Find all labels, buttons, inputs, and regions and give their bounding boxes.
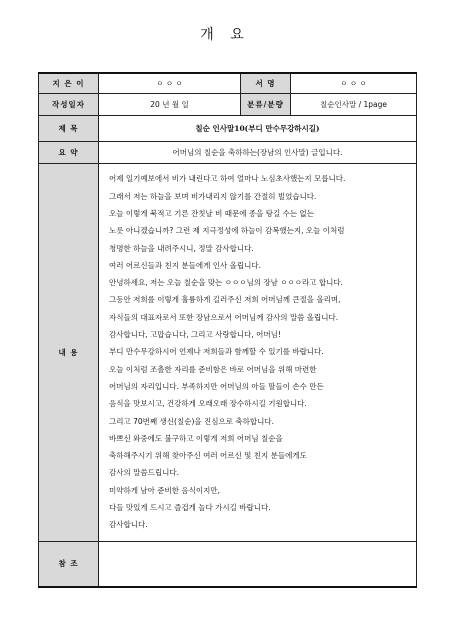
content-line: 바쁘신 와중에도 불구하고 이렇게 저희 어머님 칠순을 — [109, 433, 283, 443]
subject-value: 칠순 인사말10(부디 만수무강하시길) — [99, 115, 417, 141]
content-line: 어제 일기예보에서 비가 내린다고 하여 얼마나 노심초사했는지 모릅니다. — [109, 174, 346, 184]
content-line: 청명한 하늘을 내려주시니, 정말 감사합니다. — [109, 243, 254, 253]
summary-value: 어머님의 칠순을 축하하는(장남의 인사말) 글입니다. — [99, 141, 417, 163]
content-line: 오늘 이처럼 조촐한 자리를 준비함은 바로 어머님을 위해 마련한 — [109, 364, 317, 374]
content-line: 음식을 맛보시고, 건강하게 오래오래 장수하시길 기원합니다. — [109, 399, 307, 409]
reference-value — [99, 541, 417, 587]
date-label: 작성일자 — [39, 93, 99, 115]
content-line: 여러 어르신들과 친지 분들에게 인사 올립니다. — [109, 260, 261, 270]
author-label: 지 은 이 — [39, 73, 99, 93]
overview-form-table — [38, 72, 417, 588]
content-line: 미약하게 남아 준비한 음식이지만, — [109, 485, 220, 495]
author-value: ㅇ ㅇ ㅇ — [99, 73, 241, 93]
date-value: 20 년 월 일 — [99, 93, 241, 115]
content-line: 그동안 저희를 이렇게 훌륭하게 길러주신 저희 어머님께 큰절을 올리며, — [109, 295, 341, 305]
reference-label: 참 조 — [39, 541, 99, 587]
content-line: 자식들의 대표자로서 또한 장남으로서 어머님께 감사의 말씀 올립니다. — [109, 312, 339, 322]
content-line: 노릇 아니겠습니까? 그런 제 지극정성에 하늘이 감복했는지, 오늘 이처럼 — [109, 226, 345, 236]
content-label: 내 용 — [39, 163, 99, 541]
content-line: 감사합니다. — [109, 520, 148, 530]
content-line: 부디 만수무강하시어 언제나 저희들과 함께할 수 있기를 바랍니다. — [109, 347, 324, 357]
signature-value: ㅇ ㅇ ㅇ — [291, 73, 417, 93]
signature-label: 서 명 — [241, 73, 291, 93]
content-line: 어머님의 자리입니다. 부족하지만 어머님의 아들 딸들이 손수 만든 — [109, 381, 324, 391]
page-title: 개 요 — [200, 27, 250, 43]
content-line: 축하해주시기 위해 찾아주신 여러 어르신 및 친지 분들에게도 — [109, 451, 307, 461]
summary-label: 요 약 — [39, 141, 99, 163]
subject-label: 제 목 — [39, 115, 99, 141]
content-line: 안녕하세요, 저는 오늘 칠순을 맞는 ㅇㅇㅇ님의 장남 ㅇㅇㅇ라고 합니다. — [109, 278, 343, 288]
content-body — [99, 163, 417, 541]
category-value: 칠순인사말 / 1page — [291, 93, 417, 115]
content-line: 감사의 말씀드립니다. — [109, 468, 179, 478]
content-line: 오늘 이렇게 북적고 기른 잔칫날 비 때문에 종을 탕길 수는 없는 — [109, 208, 314, 218]
content-lines — [99, 164, 416, 539]
content-line: 그래서 저는 하늘을 보며 비가내리지 않기를 간절히 빌었습니다. — [109, 191, 317, 201]
content-line: 그리고 70번째 생신(칠순)을 진심으로 축하합니다. — [109, 416, 274, 426]
content-line: 다들 맛있게 드시고 즐겁게 놀다 가시길 바랍니다. — [109, 503, 271, 513]
category-label: 분류/분량 — [241, 93, 291, 115]
content-line: 감사합니다, 고맙습니다, 그리고 사랑합니다, 어머님! — [109, 330, 281, 340]
